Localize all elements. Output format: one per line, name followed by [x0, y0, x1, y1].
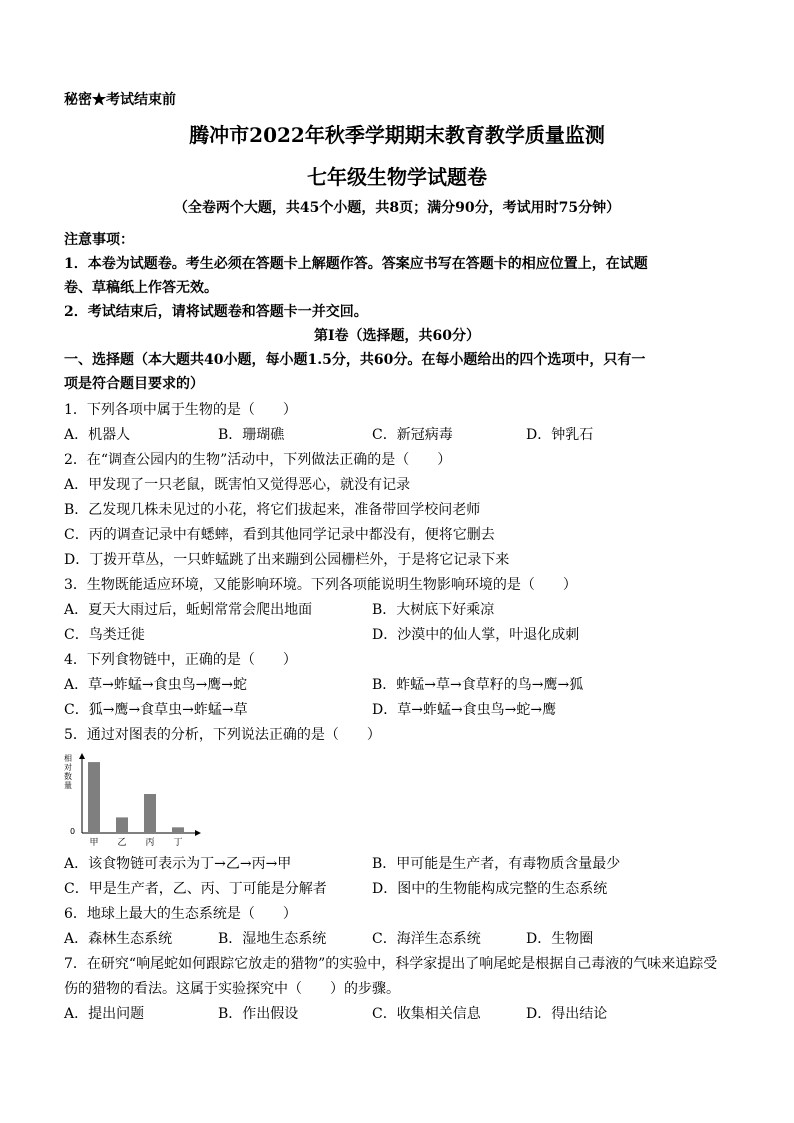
q6-option-c: C．海洋生态系统 [372, 931, 481, 947]
exam-subtitle: 七年级生物学试题卷 [307, 165, 487, 189]
q1-option-d: D．钟乳石 [526, 427, 594, 443]
chart-bar-2 [116, 817, 128, 833]
q4-stem: 4．下列食物链中，正确的是（ ） [64, 652, 297, 668]
q3-option-c: C．鸟类迁徙 [64, 627, 145, 643]
q5-stem: 5．通过对图表的分析，下列说法正确的是（ ） [64, 727, 381, 743]
q6-stem: 6．地球上最大的生态系统是（ ） [64, 906, 297, 922]
q2-option-d: D．丁拨开草丛，一只蚱蜢跳了出来蹦到公园栅栏外，于是将它记录下来 [64, 552, 510, 568]
q5-option-d: D．图中的生物能构成完整的生态系统 [372, 881, 608, 897]
q5-chart-svg [62, 752, 212, 850]
q3-stem: 3．生物既能适应环境，又能影响环境。下列各项能说明生物影响环境的是（ ） [64, 577, 577, 593]
exam-title: 腾冲市2022年秋季学期期末教育教学质量监测 [189, 123, 605, 147]
confidential-mark: 秘密★考试结束前 [64, 92, 176, 108]
chart-bar-1 [88, 762, 100, 833]
q2-option-b: B．乙发现几株未见过的小花，将它们拔起来，准备带回学校问老师 [64, 502, 481, 518]
note-1-line-1: 1．本卷为试题卷。考生必须在答题卡上解题作答。答案应书写在答题卡的相应位置上，在试题 [64, 256, 648, 272]
chart-tick-label-3: 丙 [145, 838, 155, 848]
q3-option-a: A．夏天大雨过后，蚯蚓常常会爬出地面 [64, 602, 313, 618]
q7-stem-line-1: 7．在研究“响尾蛇如何跟踪它放走的猎物”的实验中，科学家提出了响尾蛇是根据自己毒液的气味来追踪受 [64, 956, 718, 972]
q4-option-a: A．草→蚱蜢→食虫鸟→鹰→蛇 [64, 677, 248, 693]
notes-heading: 注意事项： [64, 232, 134, 248]
q1-option-c: C．新冠病毒 [372, 427, 453, 443]
q5-option-c: C．甲是生产者，乙、丙、丁可能是分解者 [64, 881, 327, 897]
q6-option-a: A．森林生态系统 [64, 931, 173, 947]
q3-option-b: B．大树底下好乘凉 [372, 602, 495, 618]
chart-tick-label-4: 丁 [173, 838, 183, 848]
q2-option-c: C．丙的调查记录中有蟋蟀，看到其他同学记录中都没有，便将它删去 [64, 527, 495, 543]
chart-y-label: 相对数量 [64, 754, 72, 790]
chart-bar-3 [144, 794, 156, 833]
q7-option-a: A．提出问题 [64, 1006, 145, 1022]
note-2: 2．考试结束后，请将试题卷和答题卡一并交回。 [64, 304, 368, 320]
q4-option-c: C．狐→鹰→食草虫→蚱蜢→草 [64, 702, 248, 718]
chart-tick-label-1: 甲 [89, 838, 99, 848]
q1-option-a: A．机器人 [64, 427, 131, 443]
q6-option-b: B．湿地生态系统 [218, 931, 327, 947]
q7-stem-line-2: 伤的猎物的看法。这属于实验探究中（ ）的步骤。 [64, 981, 400, 997]
q6-option-d: D．生物圈 [526, 931, 594, 947]
q4-option-b: B．蚱蜢→草→食草籽的鸟→鹰→狐 [372, 677, 584, 693]
q4-option-d: D．草→蚱蜢→食虫鸟→蛇→鹰 [372, 702, 557, 718]
q1-stem: 1．下列各项中属于生物的是（ ） [64, 402, 297, 418]
q5-option-b: B．甲可能是生产者，有毒物质含量最少 [372, 856, 621, 872]
q3-option-d: D．沙漠中的仙人掌，叶退化成刺 [372, 627, 580, 643]
chart-bar-4 [172, 827, 184, 833]
part-title: 第Ⅰ卷（选择题，共60分） [313, 328, 481, 344]
chart-tick-label-2: 乙 [117, 838, 127, 848]
q2-stem: 2．在“调查公园内的生物”活动中，下列做法正确的是（ ） [64, 452, 452, 468]
section-instruction-line-1: 一、选择题（本大题共40小题，每小题1.5分，共60分。在每小题给出的四个选项中，只有一 [64, 352, 646, 368]
q5-option-a: A．该食物链可表示为丁→乙→丙→甲 [64, 856, 292, 872]
q1-option-b: B．珊瑚礁 [218, 427, 285, 443]
q2-option-a: A．甲发现了一只老鼠，既害怕又觉得恶心，就没有记录 [64, 477, 411, 493]
q7-option-c: C．收集相关信息 [372, 1006, 481, 1022]
q7-option-d: D．得出结论 [526, 1006, 608, 1022]
chart-origin-label: 0 [70, 827, 76, 836]
q7-option-b: B．作出假设 [218, 1006, 299, 1022]
exam-info: （全卷两个大题，共45个小题，共8页；满分90分，考试用时75分钟） [173, 200, 621, 216]
q5-bar-chart [62, 752, 212, 850]
note-1-line-2: 卷、草稿纸上作答无效。 [64, 280, 218, 296]
section-instruction-line-2: 项是符合题目要求的） [64, 376, 204, 392]
